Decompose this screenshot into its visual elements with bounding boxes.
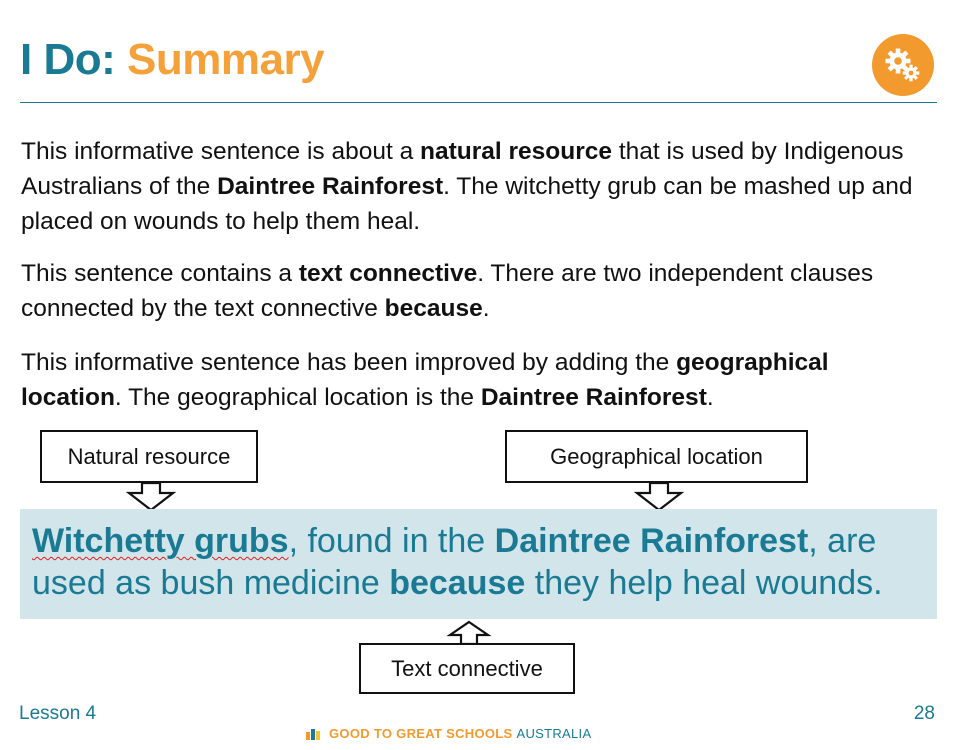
p2-run: . [482,295,490,322]
callout-geographical-location [505,430,808,483]
p2-run: . There are two independent clauses connected by the text connective [21,260,874,322]
p2-run: This sentence contains a [21,260,299,287]
p1-run: that is used by Indigenous Australians of the [21,138,904,200]
p2-run-bold: text connective [298,260,478,287]
callout-label: Text connective [391,655,543,681]
arrow-down-icon [126,482,176,512]
p3-run: . [706,384,714,411]
slide-title [20,35,325,84]
example-sentence [32,520,932,604]
p3-run-bold: geographical location [21,349,829,411]
paragraph-geographical-location [21,345,936,415]
title-rest: Summary [127,35,325,84]
p3-run: . The geographical location is the [114,384,481,411]
example-bold-natural-resource: Witchetty grubs [32,522,289,560]
paragraph-text-connective [21,256,936,326]
callout-label: Natural resource [67,443,231,469]
brand-country: AUSTRALIA [516,726,592,741]
example-run: , found in the [288,522,495,560]
title-divider [20,102,937,103]
p3-run: This informative sentence has been improved by adding the [21,349,677,376]
p1-run: This informative sentence is about a [21,138,421,165]
page-number: 28 [913,703,935,724]
paragraph-natural-resource [21,134,936,239]
gears-icon [872,34,934,96]
p3-run-bold: Daintree Rainforest [480,384,707,411]
p2-run-bold: because [384,295,483,322]
example-bold-location: Daintree Rainforest [494,522,809,560]
callout-text-connective [359,643,575,694]
callout-natural-resource [40,430,258,483]
example-bold-connective: because [389,564,526,602]
p1-run: . The witchetty grub can be mashed up and placed on wounds to help them heal. [21,173,913,235]
brand-name: GOOD TO GREAT SCHOOLS [329,726,513,741]
brand-logo-icon [306,728,322,740]
example-run: , are used as bush medicine [32,522,877,602]
arrow-down-icon [634,482,684,512]
lesson-label: Lesson 4 [19,703,97,724]
callout-label: Geographical location [550,443,763,469]
p1-run-bold: Daintree Rainforest [217,173,444,200]
title-lead: I Do: [20,35,116,84]
example-run: they help heal wounds. [525,564,883,602]
brand-footer [306,727,591,740]
p1-run-bold: natural resource [420,138,613,165]
